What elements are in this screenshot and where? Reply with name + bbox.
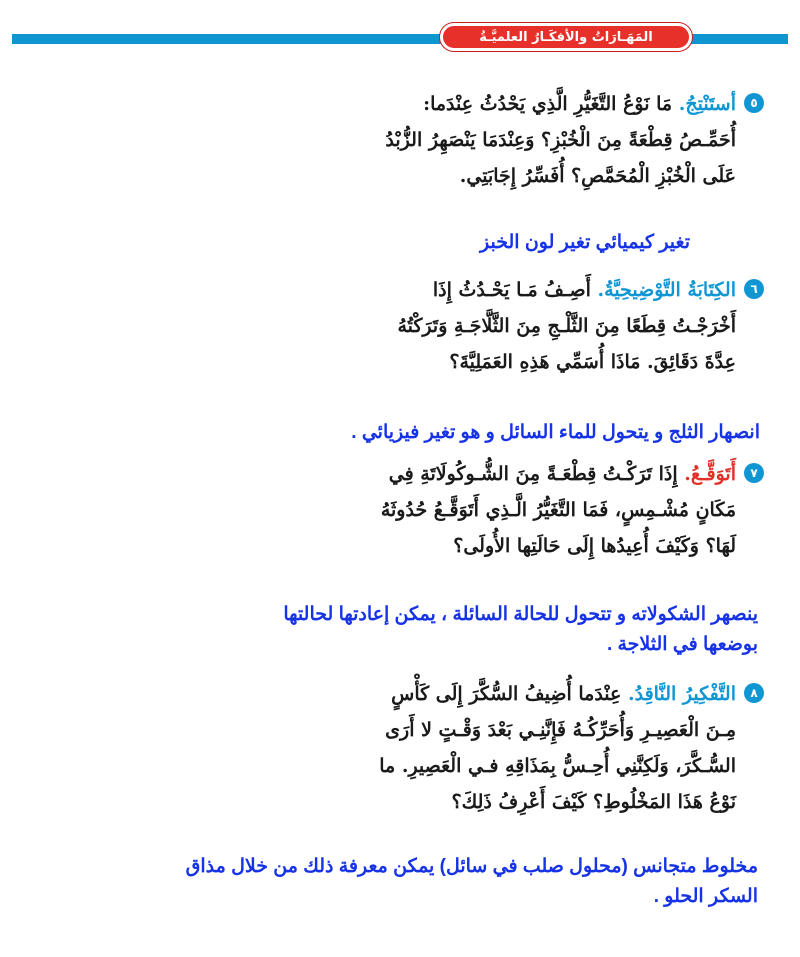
- question-number-5: ٥: [744, 93, 764, 113]
- answer-8: [78, 852, 758, 912]
- question-text-line: أَصِـفُ مَـا يَحْـدُثُ إِذَا: [432, 279, 591, 301]
- answer-line: بوضعها في الثلاجة .: [606, 634, 758, 655]
- question-8: [244, 676, 764, 820]
- question-text-line: عَلَى الْخُبْزِ الْمُحَمَّصِ؟ أُفَسِّرُ إِجَابَتِي.: [459, 165, 736, 187]
- question-keyword: التَّفْكِيرُ النَّاقِدُ.: [628, 683, 736, 705]
- question-text-line: مَا نَوْعُ التَّغَيُّرِ الَّذِي يَحْدُثُ عِنْدَما:: [423, 93, 673, 115]
- section-title-tab: [440, 23, 692, 51]
- question-text-line: أُحَمِّـصُ قِطْعَةً مِنَ الْخُبْزِ؟ وَعِنْدَمَا يَنْصَهِرُ الزُّبْدُ: [385, 129, 736, 151]
- question-text-line: أَخْرَجْـتُ قِطَعًا مِنَ الثَّلْـجِ مِنَ الثَّلَّاجَـةِ وَتَرَكْتُهُ: [397, 315, 736, 337]
- question-keyword: أستَنْتِجُ.: [678, 93, 736, 115]
- question-7: [244, 456, 764, 564]
- answer-line: مخلوط متجانس (محلول صلب في سائل) يمكن معرفة ذلك من خلال مذاق: [185, 856, 758, 877]
- question-number-6: ٦: [744, 279, 764, 299]
- question-keyword: أَتَوَقَّـعُ.: [684, 463, 736, 485]
- question-text-line: مِـنَ الْعَصِيـرِ وَأُحَرِّكُـهُ فَإِنَّنِـي بَعْدَ وَقْـتٍ لا أَرَى: [385, 719, 736, 741]
- answer-5: تغير كيميائي تغير لون الخبز: [480, 232, 690, 253]
- question-text-line: عِدَّةَ دَقَائِقَ. مَاذَا أُسَمِّي هَذِهِ العَمَلِيَّةَ؟: [449, 351, 736, 373]
- answer-line: ينصهر الشكولاته و تتحول للحالة السائلة ، يمكن إعادتها لحالتها: [283, 604, 758, 625]
- question-5: [244, 86, 764, 194]
- answer-6: انصهار الثلج و يتحول للماء السائل و هو تغير فيزيائي .: [351, 422, 760, 443]
- question-text-line: لَهَا؟ وَكَيْفَ أُعِيدُها إِلَى حَالَتِها الأُولَى؟: [453, 535, 736, 557]
- section-title: المَهَـارَاتُ والأفكَـارُ العلميَّـةُ: [479, 29, 653, 45]
- question-text-line: مَكَانٍ مُشْـمِسٍ، فَمَا التَّغَيُّرُ الَّـذِي أَتَوَقَّـعُ حُدُوثَهُ: [380, 499, 736, 521]
- question-number-7: ٧: [744, 463, 764, 483]
- question-text-line: عِنْدَما أُضِيفُ السُّكَّرَ إِلَى كَأْسٍ: [391, 683, 622, 705]
- question-text-line: إِذَا تَرَكْـتُ قِطْعَـةً مِنَ الشُّـوكُولَاتَةِ فِي: [388, 463, 678, 485]
- question-text-line: السُّـكَّرَ، وَلَكِنَّنِي أُحِـسُّ بِمَذَاقِهِ فـي الْعَصِيرِ. ما: [379, 755, 736, 777]
- answer-line: السكر الحلو .: [653, 886, 758, 907]
- question-number-8: ٨: [744, 683, 764, 703]
- question-keyword: الكِتَابَةُ التَّوْضِيحِيَّةُ.: [597, 279, 736, 301]
- answer-7: [158, 600, 758, 660]
- question-6: [244, 272, 764, 380]
- question-text-line: نَوْعُ هَذَا المَخْلُوطِ؟ كَيْفَ أَعْرِفُ ذَلِكَ؟: [451, 791, 736, 813]
